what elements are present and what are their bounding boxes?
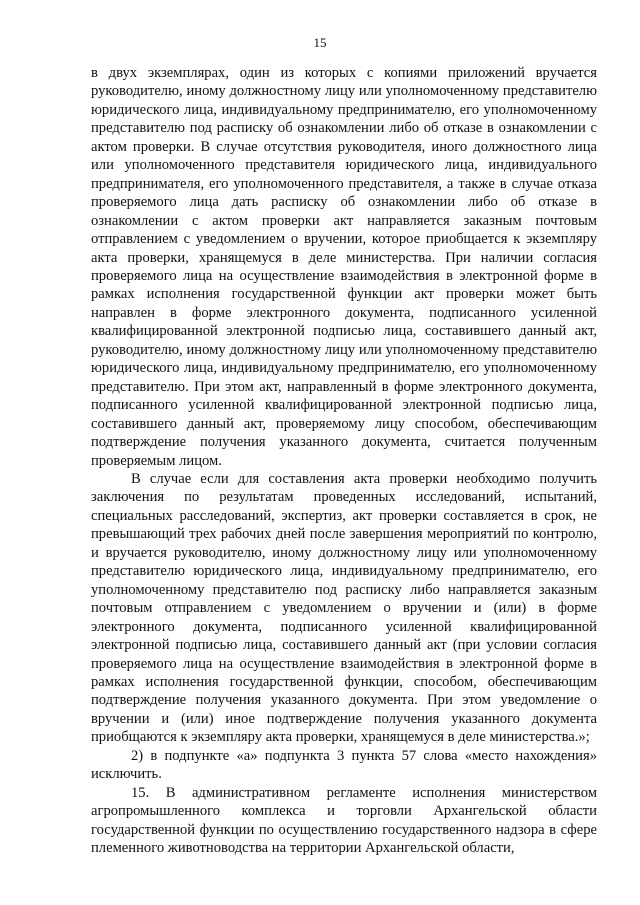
paragraph-item-15: 15. В административном регламенте исполнения министерством агропромышленного комплекса и торговли Архангельской области государственной функции по осуществлению государственного надзора в сфере племенного животноводства на территории Архангельской области, (91, 784, 597, 857)
paragraph-expert-conclusions: В случае если для составления акта проверки необходимо получить заключения по результатам проведенных исследований, испытаний, специальных расследований, экспертиз, акт проверки составляется в срок, не превышающий трех рабочих дней после завершения мероприятий по контролю, и вручается руководителю, иному должностному лицу или уполномоченному представителю юридического лица, индивидуальному предпринимателю, его уполномоченному представителю под расписку либо направляется заказным почтовым отправлением с уведомлением о вручении и (или) в форме электронного документа, подписанного усиленной квалифицированной электронной подписью лица, составившего данный акт (при условии согласия проверяемого лица на осуществление взаимодействия в электронной форме в рамках исполнения государственной функции, способом, обеспечивающим подтверждение получения указанного документа. При этом уведомление о вручении и (или) иное подтверждение получения указанного документа приобщаются к экземпляру акта проверки, хранящемуся в деле министерства.»; (91, 470, 597, 746)
paragraph-act-delivery: в двух экземплярах, один из которых с копиями приложений вручается руководителю, иному должностному лицу или уполномоченному представителю юридического лица, индивидуальному предпринимателю, его уполномоченному представителю под расписку об ознакомлении либо об отказе в ознакомлении с актом проверки. В случае отсутствия руководителя, иного должностного лица или уполномоченного представителя юридического лица, индивидуального предпринимателя, его уполномоченного представителя, а также в случае отказа проверяемого лица дать расписку об ознакомлении либо об отказе в ознакомлении с актом проверки акт направляется заказным почтовым отправлением с уведомлением о вручении, которое приобщается к экземпляру акта проверки, хранящемуся в деле министерства. При наличии согласия проверяемого лица на осуществление взаимодействия в электронной форме в рамках исполнения государственной функции акт проверки может быть направлен в форме электронного документа, подписанного усиленной квалифицированной электронной подписью лица, составившего данный акт, руководителю, иному должностному лицу или уполномоченному представителю юридического лица, индивидуальному предпринимателю, его уполномоченному представителю. При этом акт, направленный в форме электронного документа, подписанного усиленной квалифицированной электронной подписью лица, составившего данный акт, проверяемому лицу способом, обеспечивающим подтверждение получения указанного документа, считается полученным проверяемым лицом. (91, 65, 597, 469)
document-body (91, 64, 597, 857)
paragraph-subitem-2: 2) в подпункте «а» подпункта 3 пункта 57 слова «место нахождения» исключить. (91, 747, 597, 783)
page-number: 15 (313, 35, 327, 50)
